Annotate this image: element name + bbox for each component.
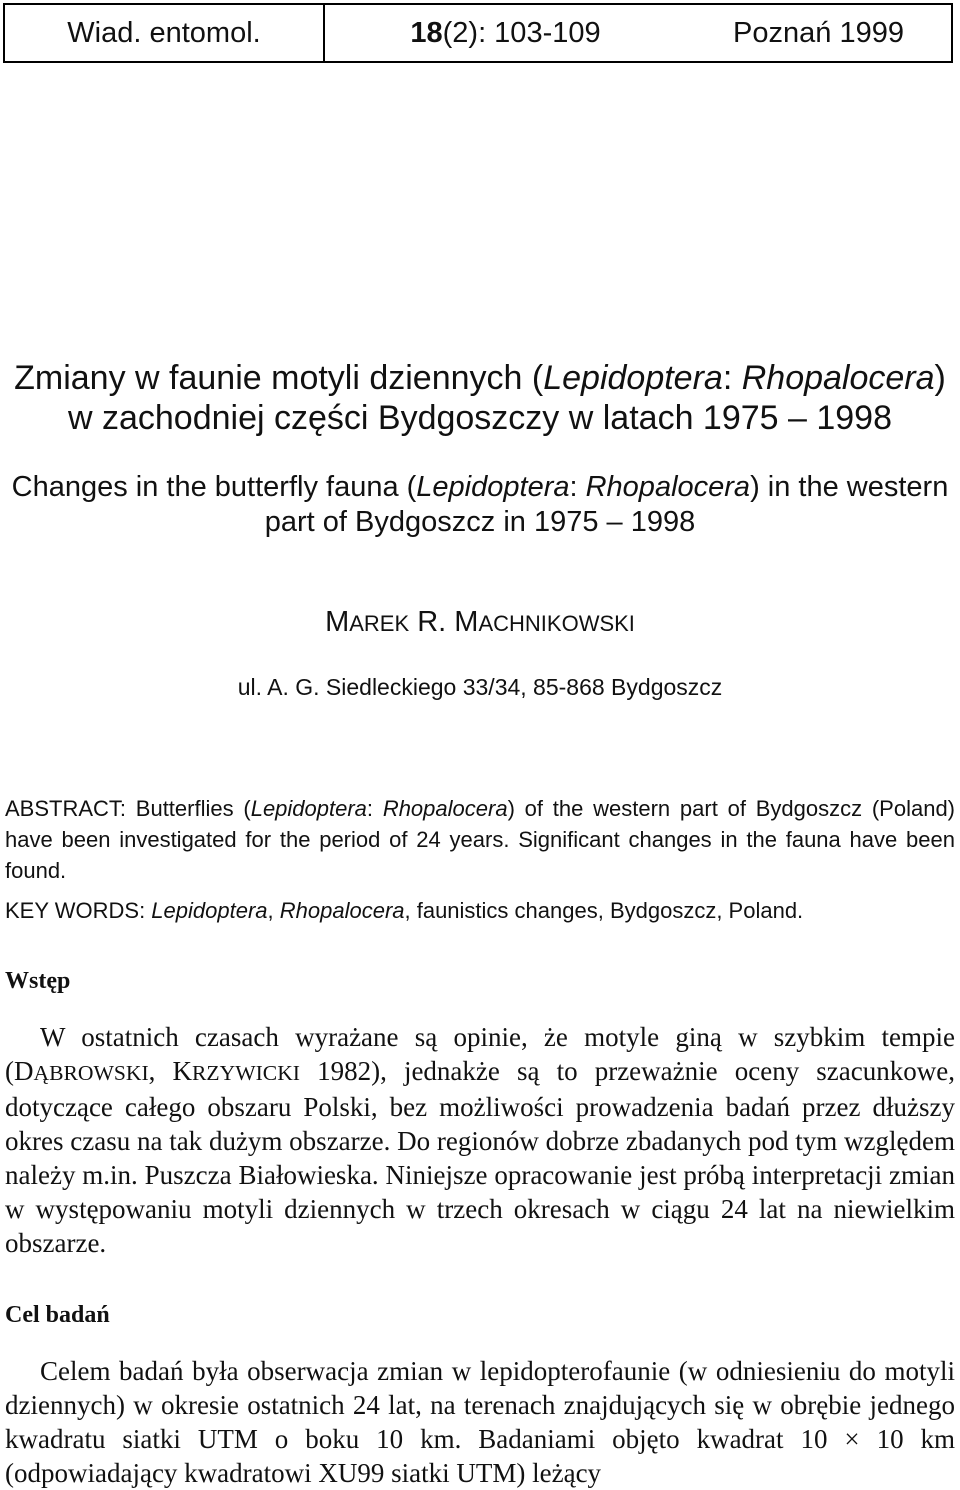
section-heading-aim: Cel badań (5, 1302, 110, 1328)
title-english: Changes in the butterfly fauna (Lepidoptera: Rhopalocera) in the western part of Bydgoszcz in 1975 – 1998 (11, 471, 949, 538)
keywords: KEY WORDS: Lepidoptera, Rhopalocera, faunistics changes, Bydgoszcz, Poland. (5, 898, 804, 923)
author-address: ul. A. G. Siedleckiego 33/34, 85-868 Bydgoszcz (237, 674, 723, 700)
journal-place-year: Poznań 1999 (733, 16, 904, 49)
journal-header (3, 3, 953, 63)
journal-volume: 18 (2): 103-109 (410, 16, 601, 49)
title-polish: Zmiany w faunie motyli dziennych (Lepidoptera: Rhopalocera) w zachodniej części Bydgoszczy w latach 1975 – 1998 (14, 359, 946, 437)
section-heading-introduction: Wstęp (5, 968, 71, 994)
author-name: MAREK R. MACHNIKOWSKI (325, 606, 635, 638)
abstract: ABSTRACT: Butterflies (Lepidoptera: Rhopalocera) of the western part of Bydgoszcz (Poland) have been investigated for the period of 24 years. Significant changes in the fauna have been found. (5, 796, 956, 883)
paragraph-introduction: W ostatnich czasach wyrażane są opinie, że motyle giną w szybkim tempie (DĄBROWSKI, KRZYWICKI 1982), jednakże są to przeważnie oceny szacunkowe, dotyczące całego obszaru Polski, bez możliwości prowadzenia badań przez dłuższy okres czasu na tak dużym obszarze. Do regionów dobrze zbadanych pod tym względem należy m.in. Puszcza Białowieska. Niniejsze opracowanie jest próbą interpretacji zmian w występowaniu motyli dziennych w trzech okresach w ciągu 24 lat na niewielkim obszarze. (5, 1022, 955, 1258)
journal-name: Wiad. entomol. (5, 5, 325, 61)
paragraph-aim: Celem badań była obserwacja zmian w lepidopterofaunie (w odniesieniu do motyli dziennych) w okresie ostatnich 24 lat, na terenach znajdujących się w obrębie jednego kwadratu siatki UTM o boku 10 km. Badaniami objęto kwadrat 10 × 10 km (odpowiadający kwadratowi XU99 siatki UTM) leżący (5, 1356, 955, 1488)
